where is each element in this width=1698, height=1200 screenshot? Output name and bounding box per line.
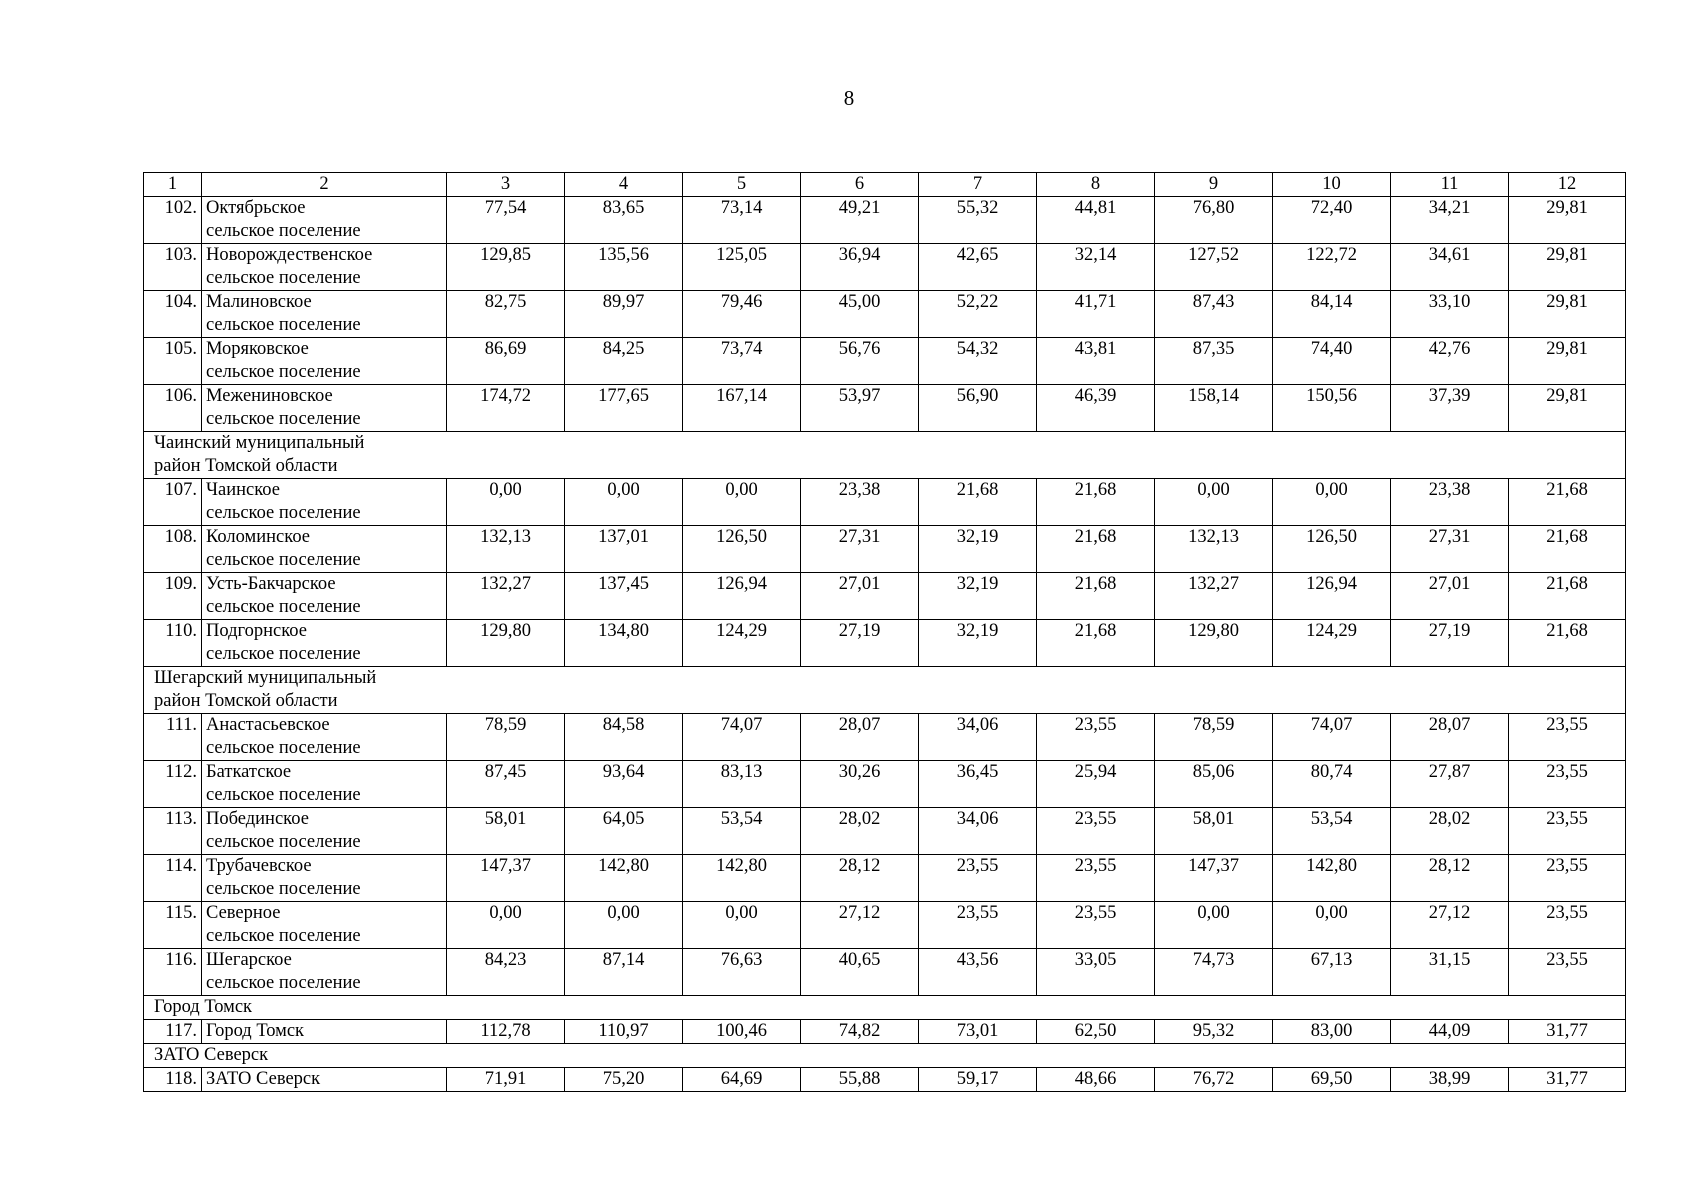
table-row: [144, 197, 1626, 244]
value-cell: 132,13: [447, 526, 565, 573]
section-title: [144, 1044, 1626, 1068]
table-row: [144, 291, 1626, 338]
row-number: 108.: [144, 526, 202, 573]
value-cell: 44,09: [1391, 1020, 1509, 1044]
settlement-name: [202, 761, 447, 808]
value-cell: 62,50: [1037, 1020, 1155, 1044]
settlement-name-line: сельское поселение: [206, 550, 361, 570]
value-cell: 55,32: [919, 197, 1037, 244]
settlement-name: [202, 244, 447, 291]
settlement-name-line: Моряковское: [206, 339, 309, 359]
section-title: [144, 667, 1626, 714]
header-cell: 7: [919, 173, 1037, 197]
header-cell: 4: [565, 173, 683, 197]
value-cell: 82,75: [447, 291, 565, 338]
value-cell: 0,00: [565, 902, 683, 949]
row-number: 109.: [144, 573, 202, 620]
table-row: [144, 573, 1626, 620]
value-cell: 76,80: [1155, 197, 1273, 244]
value-cell: 25,94: [1037, 761, 1155, 808]
page-number: 8: [843, 86, 855, 110]
value-cell: 124,29: [683, 620, 801, 667]
value-cell: 78,59: [1155, 714, 1273, 761]
row-number: 115.: [144, 902, 202, 949]
value-cell: 29,81: [1509, 244, 1626, 291]
value-cell: 0,00: [1155, 479, 1273, 526]
settlement-name-line: сельское поселение: [206, 503, 361, 523]
value-cell: 32,19: [919, 526, 1037, 573]
table-row: [144, 526, 1626, 573]
value-cell: 21,68: [1509, 620, 1626, 667]
value-cell: 46,39: [1037, 385, 1155, 432]
value-cell: 23,55: [1037, 808, 1155, 855]
value-cell: 23,55: [919, 855, 1037, 902]
row-number: 116.: [144, 949, 202, 996]
value-cell: 28,02: [1391, 808, 1509, 855]
table-row: [144, 479, 1626, 526]
section-row: [144, 1044, 1626, 1068]
value-cell: 0,00: [1155, 902, 1273, 949]
value-cell: 23,55: [1509, 714, 1626, 761]
value-cell: 167,14: [683, 385, 801, 432]
section-title: [144, 996, 1626, 1020]
settlement-name: [202, 573, 447, 620]
value-cell: 112,78: [447, 1020, 565, 1044]
settlement-name-line: Анастасьевское: [206, 715, 330, 735]
value-cell: 83,65: [565, 197, 683, 244]
settlement-name-line: сельское поселение: [206, 879, 361, 899]
value-cell: 75,20: [565, 1068, 683, 1092]
value-cell: 137,01: [565, 526, 683, 573]
settlement-name: [202, 526, 447, 573]
table-row: [144, 620, 1626, 667]
row-number: 107.: [144, 479, 202, 526]
value-cell: 23,55: [1509, 808, 1626, 855]
value-cell: 44,81: [1037, 197, 1155, 244]
settlement-name-line: сельское поселение: [206, 597, 361, 617]
value-cell: 77,54: [447, 197, 565, 244]
value-cell: 38,99: [1391, 1068, 1509, 1092]
value-cell: 27,31: [1391, 526, 1509, 573]
value-cell: 150,56: [1273, 385, 1391, 432]
value-cell: 83,00: [1273, 1020, 1391, 1044]
header-cell: 9: [1155, 173, 1273, 197]
header-cell: 2: [202, 173, 447, 197]
value-cell: 84,14: [1273, 291, 1391, 338]
section-title-line: район Томской области: [154, 456, 338, 476]
value-cell: 95,32: [1155, 1020, 1273, 1044]
value-cell: 74,73: [1155, 949, 1273, 996]
value-cell: 21,68: [1509, 526, 1626, 573]
value-cell: 36,94: [801, 244, 919, 291]
value-cell: 27,19: [1391, 620, 1509, 667]
value-cell: 23,38: [1391, 479, 1509, 526]
value-cell: 23,55: [919, 902, 1037, 949]
value-cell: 132,13: [1155, 526, 1273, 573]
value-cell: 58,01: [447, 808, 565, 855]
value-cell: 43,81: [1037, 338, 1155, 385]
value-cell: 80,74: [1273, 761, 1391, 808]
value-cell: 28,12: [1391, 855, 1509, 902]
settlement-name-line: сельское поселение: [206, 832, 361, 852]
value-cell: 28,07: [801, 714, 919, 761]
settlement-name-line: Усть-Бакчарское: [206, 574, 336, 594]
header-cell: 12: [1509, 173, 1626, 197]
value-cell: 59,17: [919, 1068, 1037, 1092]
settlement-name: [202, 714, 447, 761]
table-row: [144, 808, 1626, 855]
value-cell: 33,05: [1037, 949, 1155, 996]
value-cell: 72,40: [1273, 197, 1391, 244]
settlement-name-line: сельское поселение: [206, 409, 361, 429]
value-cell: 0,00: [1273, 479, 1391, 526]
settlement-name-line: Баткатское: [206, 762, 292, 782]
value-cell: 32,14: [1037, 244, 1155, 291]
value-cell: 56,90: [919, 385, 1037, 432]
value-cell: 23,55: [1509, 949, 1626, 996]
settlement-name-line: сельское поселение: [206, 268, 361, 288]
settlement-name-line: Побединское: [206, 809, 309, 829]
value-cell: 158,14: [1155, 385, 1273, 432]
value-cell: 76,72: [1155, 1068, 1273, 1092]
value-cell: 21,68: [1509, 573, 1626, 620]
value-cell: 33,10: [1391, 291, 1509, 338]
data-table: [143, 172, 1626, 1092]
value-cell: 142,80: [683, 855, 801, 902]
section-row: [144, 432, 1626, 479]
value-cell: 42,76: [1391, 338, 1509, 385]
settlement-name-line: Чаинское: [206, 480, 280, 500]
header-cell: 5: [683, 173, 801, 197]
value-cell: 78,59: [447, 714, 565, 761]
section-title-line: район Томской области: [154, 691, 338, 711]
value-cell: 134,80: [565, 620, 683, 667]
table-row: [144, 338, 1626, 385]
value-cell: 84,25: [565, 338, 683, 385]
value-cell: 126,94: [683, 573, 801, 620]
value-cell: 93,64: [565, 761, 683, 808]
value-cell: 31,15: [1391, 949, 1509, 996]
settlement-name-line: сельское поселение: [206, 362, 361, 382]
value-cell: 32,19: [919, 620, 1037, 667]
value-cell: 55,88: [801, 1068, 919, 1092]
value-cell: 147,37: [447, 855, 565, 902]
value-cell: 27,01: [801, 573, 919, 620]
table-row: [144, 714, 1626, 761]
section-row: [144, 667, 1626, 714]
value-cell: 73,01: [919, 1020, 1037, 1044]
row-number: 104.: [144, 291, 202, 338]
value-cell: 28,02: [801, 808, 919, 855]
row-number: 117.: [144, 1020, 202, 1044]
value-cell: 129,80: [447, 620, 565, 667]
value-cell: 124,29: [1273, 620, 1391, 667]
value-cell: 49,21: [801, 197, 919, 244]
value-cell: 74,07: [1273, 714, 1391, 761]
settlement-name-line: Октябрьское: [206, 198, 306, 218]
value-cell: 23,55: [1509, 902, 1626, 949]
value-cell: 21,68: [1037, 573, 1155, 620]
header-cell: 10: [1273, 173, 1391, 197]
row-number: 105.: [144, 338, 202, 385]
value-cell: 69,50: [1273, 1068, 1391, 1092]
value-cell: 110,97: [565, 1020, 683, 1044]
settlement-name-line: Межениновское: [206, 386, 333, 406]
value-cell: 52,22: [919, 291, 1037, 338]
row-number: 114.: [144, 855, 202, 902]
settlement-name-line: Трубачевское: [206, 856, 312, 876]
settlement-name-line: Новорождественское: [206, 245, 373, 265]
value-cell: 132,27: [447, 573, 565, 620]
value-cell: 23,55: [1509, 855, 1626, 902]
value-cell: 48,66: [1037, 1068, 1155, 1092]
value-cell: 58,01: [1155, 808, 1273, 855]
settlement-name: [202, 620, 447, 667]
value-cell: 23,55: [1037, 902, 1155, 949]
value-cell: 27,12: [801, 902, 919, 949]
value-cell: 27,19: [801, 620, 919, 667]
value-cell: 137,45: [565, 573, 683, 620]
settlement-name: [202, 338, 447, 385]
header-cell: 1: [144, 173, 202, 197]
value-cell: 126,50: [1273, 526, 1391, 573]
value-cell: 84,23: [447, 949, 565, 996]
header-row: [144, 173, 1626, 197]
row-number: 103.: [144, 244, 202, 291]
value-cell: 100,46: [683, 1020, 801, 1044]
settlement-name-line: сельское поселение: [206, 785, 361, 805]
settlement-name: [202, 291, 447, 338]
value-cell: 74,40: [1273, 338, 1391, 385]
settlement-name-line: Коломинское: [206, 527, 311, 547]
table-row: [144, 244, 1626, 291]
settlement-name: [202, 1020, 447, 1044]
header-cell: 11: [1391, 173, 1509, 197]
value-cell: 53,54: [1273, 808, 1391, 855]
value-cell: 74,82: [801, 1020, 919, 1044]
value-cell: 45,00: [801, 291, 919, 338]
settlement-name: [202, 479, 447, 526]
value-cell: 129,85: [447, 244, 565, 291]
row-number: 118.: [144, 1068, 202, 1092]
value-cell: 87,35: [1155, 338, 1273, 385]
value-cell: 29,81: [1509, 338, 1626, 385]
value-cell: 87,45: [447, 761, 565, 808]
value-cell: 177,65: [565, 385, 683, 432]
value-cell: 21,68: [1037, 620, 1155, 667]
header-cell: 6: [801, 173, 919, 197]
section-title-line: Чаинский муниципальный: [154, 433, 365, 453]
value-cell: 122,72: [1273, 244, 1391, 291]
value-cell: 0,00: [1273, 902, 1391, 949]
value-cell: 86,69: [447, 338, 565, 385]
value-cell: 0,00: [683, 479, 801, 526]
value-cell: 23,55: [1037, 855, 1155, 902]
value-cell: 32,19: [919, 573, 1037, 620]
settlement-name-line: сельское поселение: [206, 738, 361, 758]
value-cell: 0,00: [447, 902, 565, 949]
settlement-name-line: ЗАТО Северск: [206, 1069, 321, 1089]
settlement-name: [202, 385, 447, 432]
value-cell: 87,14: [565, 949, 683, 996]
settlement-name-line: Подгорнское: [206, 621, 307, 641]
value-cell: 21,68: [1037, 526, 1155, 573]
row-number: 112.: [144, 761, 202, 808]
settlement-name-line: Город Томск: [206, 1021, 305, 1041]
value-cell: 87,43: [1155, 291, 1273, 338]
row-number: 111.: [144, 714, 202, 761]
value-cell: 34,21: [1391, 197, 1509, 244]
value-cell: 36,45: [919, 761, 1037, 808]
row-number: 106.: [144, 385, 202, 432]
settlement-name: [202, 197, 447, 244]
value-cell: 34,06: [919, 714, 1037, 761]
value-cell: 126,50: [683, 526, 801, 573]
value-cell: 174,72: [447, 385, 565, 432]
value-cell: 64,69: [683, 1068, 801, 1092]
table-row: [144, 855, 1626, 902]
value-cell: 29,81: [1509, 291, 1626, 338]
settlement-name-line: сельское поселение: [206, 644, 361, 664]
value-cell: 64,05: [565, 808, 683, 855]
settlement-name-line: Малиновское: [206, 292, 312, 312]
value-cell: 29,81: [1509, 385, 1626, 432]
value-cell: 127,52: [1155, 244, 1273, 291]
value-cell: 27,12: [1391, 902, 1509, 949]
value-cell: 54,32: [919, 338, 1037, 385]
settlement-name: [202, 808, 447, 855]
value-cell: 0,00: [683, 902, 801, 949]
value-cell: 85,06: [1155, 761, 1273, 808]
value-cell: 142,80: [1273, 855, 1391, 902]
value-cell: 125,05: [683, 244, 801, 291]
value-cell: 27,01: [1391, 573, 1509, 620]
table-row: [144, 1068, 1626, 1092]
section-title-line: Город Томск: [154, 997, 253, 1017]
value-cell: 129,80: [1155, 620, 1273, 667]
table-row: [144, 761, 1626, 808]
header-cell: 3: [447, 173, 565, 197]
value-cell: 34,61: [1391, 244, 1509, 291]
value-cell: 67,13: [1273, 949, 1391, 996]
value-cell: 40,65: [801, 949, 919, 996]
table-row: [144, 1020, 1626, 1044]
value-cell: 73,74: [683, 338, 801, 385]
value-cell: 37,39: [1391, 385, 1509, 432]
value-cell: 21,68: [919, 479, 1037, 526]
value-cell: 135,56: [565, 244, 683, 291]
value-cell: 27,31: [801, 526, 919, 573]
table-row: [144, 949, 1626, 996]
settlement-name: [202, 855, 447, 902]
settlement-name: [202, 902, 447, 949]
value-cell: 31,77: [1509, 1020, 1626, 1044]
value-cell: 56,76: [801, 338, 919, 385]
value-cell: 53,97: [801, 385, 919, 432]
value-cell: 28,07: [1391, 714, 1509, 761]
header-cell: 8: [1037, 173, 1155, 197]
value-cell: 21,68: [1509, 479, 1626, 526]
value-cell: 147,37: [1155, 855, 1273, 902]
value-cell: 23,55: [1509, 761, 1626, 808]
settlement-name-line: сельское поселение: [206, 973, 361, 993]
row-number: 110.: [144, 620, 202, 667]
settlement-name-line: сельское поселение: [206, 926, 361, 946]
value-cell: 53,54: [683, 808, 801, 855]
section-title-line: Шегарский муниципальный: [154, 668, 377, 688]
table-row: [144, 902, 1626, 949]
value-cell: 132,27: [1155, 573, 1273, 620]
value-cell: 42,65: [919, 244, 1037, 291]
value-cell: 0,00: [447, 479, 565, 526]
value-cell: 27,87: [1391, 761, 1509, 808]
row-number: 102.: [144, 197, 202, 244]
table-row: [144, 385, 1626, 432]
row-number: 113.: [144, 808, 202, 855]
value-cell: 84,58: [565, 714, 683, 761]
value-cell: 89,97: [565, 291, 683, 338]
value-cell: 41,71: [1037, 291, 1155, 338]
section-row: [144, 996, 1626, 1020]
value-cell: 142,80: [565, 855, 683, 902]
settlement-name-line: Шегарское: [206, 950, 292, 970]
value-cell: 34,06: [919, 808, 1037, 855]
value-cell: 23,38: [801, 479, 919, 526]
value-cell: 76,63: [683, 949, 801, 996]
value-cell: 74,07: [683, 714, 801, 761]
settlement-name: [202, 1068, 447, 1092]
value-cell: 43,56: [919, 949, 1037, 996]
value-cell: 30,26: [801, 761, 919, 808]
value-cell: 29,81: [1509, 197, 1626, 244]
value-cell: 28,12: [801, 855, 919, 902]
value-cell: 83,13: [683, 761, 801, 808]
settlement-name-line: сельское поселение: [206, 315, 361, 335]
value-cell: 126,94: [1273, 573, 1391, 620]
value-cell: 71,91: [447, 1068, 565, 1092]
settlement-name-line: сельское поселение: [206, 221, 361, 241]
value-cell: 79,46: [683, 291, 801, 338]
value-cell: 31,77: [1509, 1068, 1626, 1092]
value-cell: 0,00: [565, 479, 683, 526]
value-cell: 73,14: [683, 197, 801, 244]
settlement-name: [202, 949, 447, 996]
section-title-line: ЗАТО Северск: [154, 1045, 269, 1065]
settlement-name-line: Северное: [206, 903, 281, 923]
table-body: [144, 173, 1626, 1092]
value-cell: 21,68: [1037, 479, 1155, 526]
section-title: [144, 432, 1626, 479]
value-cell: 23,55: [1037, 714, 1155, 761]
